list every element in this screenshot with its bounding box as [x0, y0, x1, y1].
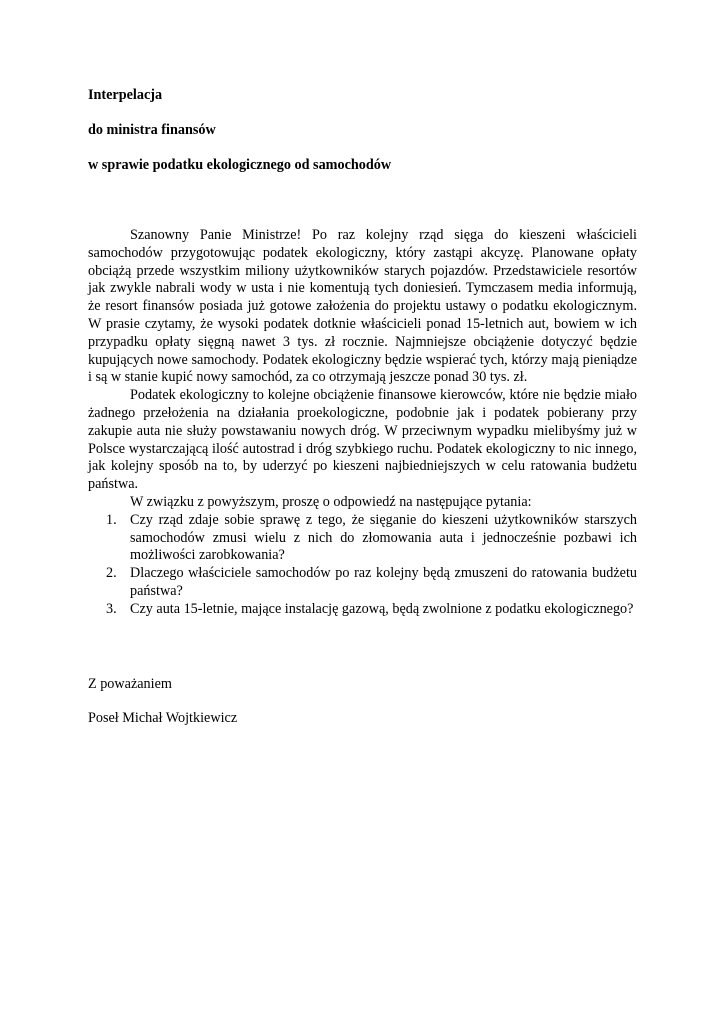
signature: Poseł Michał Wojtkiewicz	[88, 710, 238, 726]
question-text: Dlaczego właściciele samochodów po raz kolejny będą zmuszeni do ratowania budżetu państwa?	[130, 565, 637, 599]
question-text: Czy auta 15-letnie, mające instalację gazową, będą zwolnione z podatku ekologicznego?	[130, 600, 634, 617]
question-item	[88, 512, 637, 565]
question-number: 2.	[106, 565, 117, 582]
question-number: 3.	[106, 600, 117, 617]
question-text: Czy rząd zdaje sobie sprawę z tego, że sięganie do kieszeni użytkowników starszych samochodów zmusi wielu z nich do złomowania auta i jednocześnie pozbawi ich możliwości zarobkowania?	[130, 511, 637, 564]
closing-salutation: Z poważaniem	[88, 676, 172, 692]
question-item	[88, 601, 637, 619]
questions-intro: W związku z powyższym, proszę o odpowiedź na następujące pytania:	[130, 493, 532, 510]
paragraph-1: Szanowny Panie Ministrze! Po raz kolejny rząd sięga do kieszeni właścicieli samochodów przygotowując podatek ekologiczny, który zastąpi akcyzę. Planowane opłaty obciążą przede wszystkim miliony użytkowników starych pojazdów. Przedstawiciele resortów jak zwykle nabrali wody w usta i nie komentują tych doniesień. Tymczasem media informują, że resort finansów posiada już gotowe założenia do projektu ustawy o podatku ekologicznym. W prasie czytamy, że wysoki podatek dotknie właścicieli ponad 15-letnich aut, bowiem w ich przypadku opłaty sięgną nawet 3 tys. zł rocznie. Najmniejsze obciążenie dotyczyć będzie kupujących nowe samochody. Podatek ekologiczny będzie wspierać tych, którzy mają pieniądze i są w stanie kupić nowy samochód, za co otrzymają jeszcze ponad 30 tys. zł.	[88, 227, 637, 386]
paragraph-2: Podatek ekologiczny to kolejne obciążenie finansowe kierowców, które nie będzie miało żadnego przełożenia na działania proekologiczne, podobnie jak i podatek pobierany przy zakupie auta nie służy powstawaniu nowych dróg. W przeciwnym wypadku mielibyśmy już w Polsce wystarczającą ilość autostrad i dróg szybkiego ruchu. Podatek ekologiczny to nic innego, jak kolejny sposób na to, by uderzyć po kieszeni najbiedniejszych w celu ratowania budżetu państwa.	[88, 387, 637, 493]
question-number: 1.	[106, 511, 117, 528]
question-item	[88, 565, 637, 601]
title-interpelacja: Interpelacja	[88, 87, 163, 103]
subject-line: w sprawie podatku ekologicznego od samochodów	[88, 157, 392, 173]
letter-body	[88, 227, 637, 619]
addressee-line: do ministra finansów	[88, 122, 216, 138]
questions-list	[88, 512, 637, 619]
